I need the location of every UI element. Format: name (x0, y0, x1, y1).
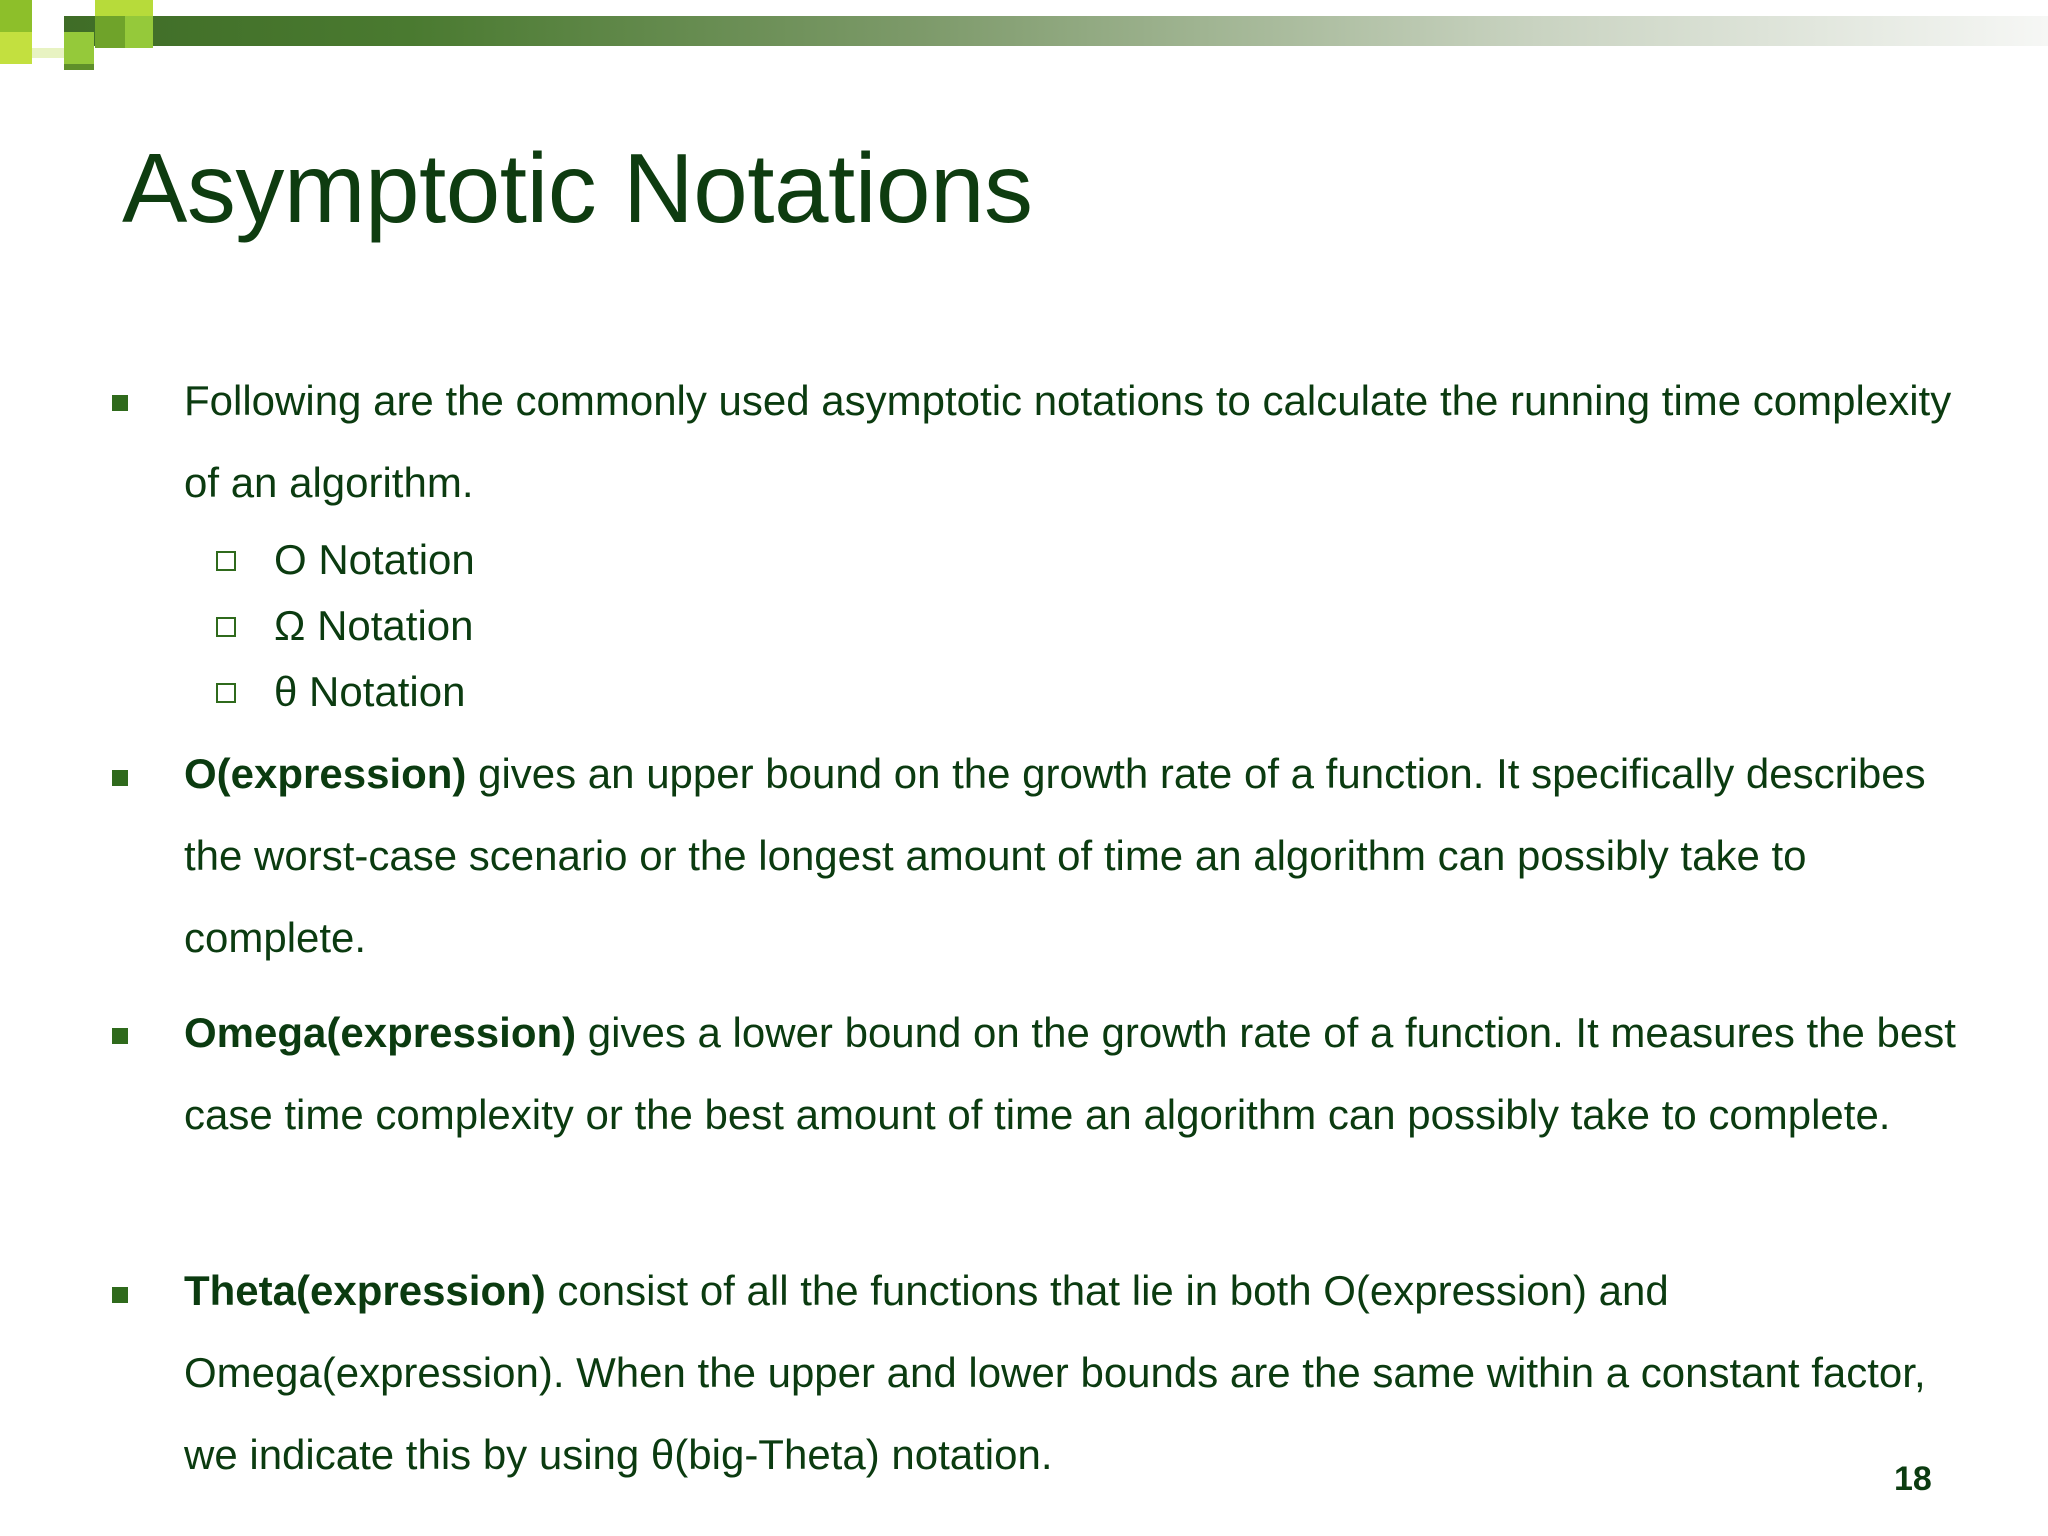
bullet-bold: Omega(expression) (184, 1009, 577, 1056)
bullet-bold: O(expression) (184, 750, 467, 797)
slide-title: Asymptotic Notations (122, 133, 1033, 243)
bullet-text-1 (184, 360, 1974, 524)
decor-square (95, 16, 125, 48)
bullet-marker (112, 1287, 128, 1303)
bullet-marker (112, 1028, 128, 1044)
decor-square (95, 0, 153, 16)
checkbox-outline-icon (216, 551, 236, 571)
sub-item-label: θ Notation (274, 668, 466, 715)
bullet-body: gives a lower bound on the growth rate of a function. It measures the best case time complexity or the best amount of time an algorithm can possibly take to complete. (184, 1009, 1956, 1138)
checkbox-outline-icon (216, 683, 236, 703)
bullet-bold: Theta(expression) (184, 1267, 546, 1314)
bullet-marker (112, 770, 128, 786)
decor-square (0, 32, 32, 64)
bullet-text-3 (184, 992, 1974, 1156)
bullet-marker (112, 395, 128, 411)
bullet-body: gives an upper bound on the growth rate of a function. It specifically describes the worst-case scenario or the longest amount of time an algorithm can possibly take to complete. (184, 750, 1926, 961)
bullet-text-4 (184, 1250, 1974, 1496)
checkbox-outline-icon (216, 617, 236, 637)
page-number: 18 (1894, 1460, 1932, 1498)
sub-item-o-notation (216, 535, 475, 585)
decor-square (64, 32, 94, 64)
decor-square (32, 48, 64, 58)
sub-item-label: O Notation (274, 536, 475, 583)
sub-item-label: Ω Notation (274, 602, 474, 649)
top-gradient-bar (0, 16, 2048, 46)
bullet-text-2 (184, 733, 1974, 979)
decor-square (0, 0, 32, 32)
bullet-body: Following are the commonly used asymptotic notations to calculate the running time complexity of an algorithm. (184, 377, 1952, 506)
decor-square (125, 16, 153, 48)
sub-item-omega-notation (216, 601, 474, 651)
decor-square (32, 16, 64, 48)
decor-square (64, 64, 94, 70)
bullet-body: consist of all the functions that lie in both O(expression) and Omega(expression). When the upper and lower bounds are the same within a constant factor, we indicate this by using θ(big-Theta) notation. (184, 1267, 1926, 1478)
sub-item-theta-notation (216, 667, 465, 717)
